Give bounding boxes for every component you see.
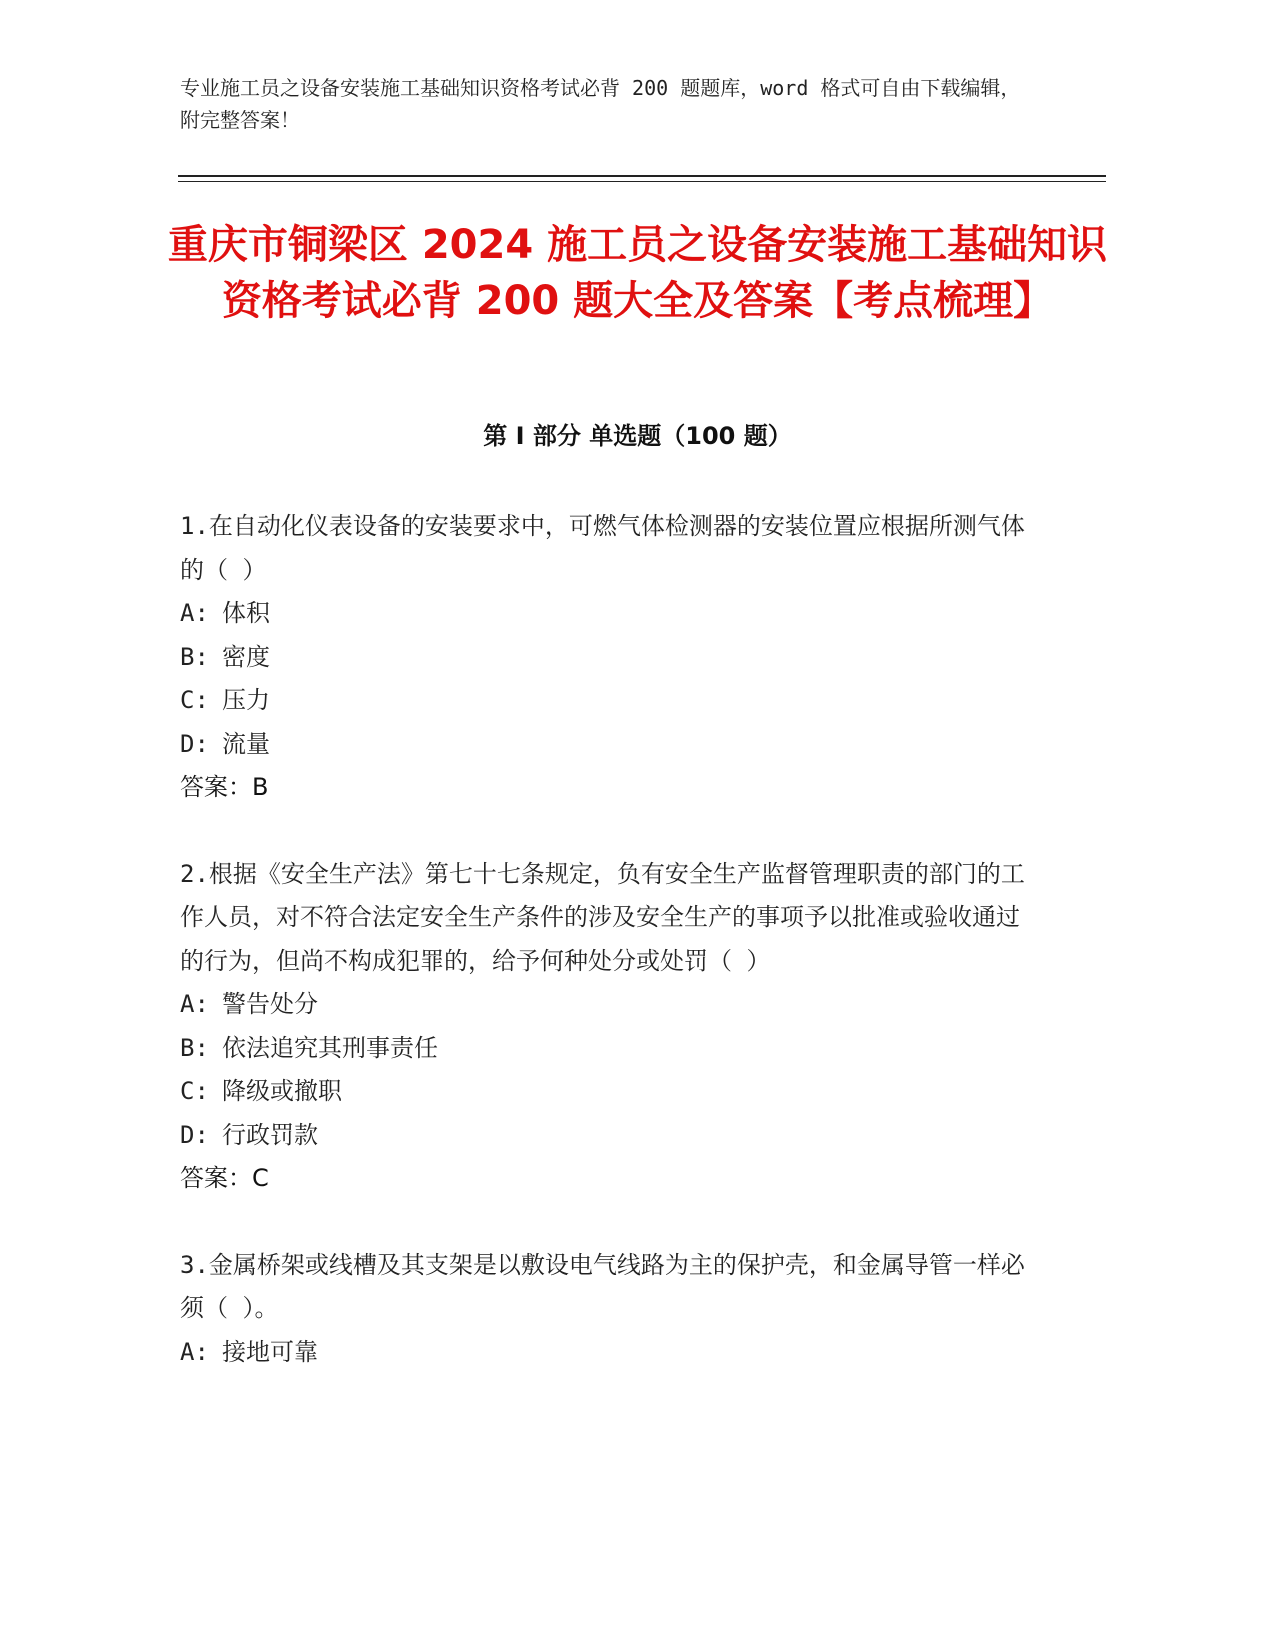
question-3 xyxy=(180,1244,1040,1375)
header-note: 专业施工员之设备安装施工基础知识资格考试必背 200 题题库，word 格式可自由下载编辑，附完整答案！ xyxy=(180,76,1021,132)
option-text: 流量 xyxy=(222,729,270,758)
option-a xyxy=(180,1331,1040,1375)
question-1 xyxy=(180,505,1040,810)
section-heading: 第 I 部分 单选题（100 题） xyxy=(483,422,792,450)
option-letter: A: xyxy=(180,599,209,627)
option-text: 体积 xyxy=(222,599,270,627)
option-text: 降级或撤职 xyxy=(222,1077,342,1105)
header-rule-thin xyxy=(178,181,1106,182)
option-text: 密度 xyxy=(222,642,270,671)
option-letter: B: xyxy=(180,1033,209,1062)
option-c xyxy=(180,679,1040,723)
option-text: 压力 xyxy=(222,686,270,714)
option-a xyxy=(180,983,1040,1027)
option-letter: C: xyxy=(180,1077,209,1105)
question-stem: 3.金属桥架或线槽及其支架是以敷设电气线路为主的保护壳，和金属导管一样必须（ ）。 xyxy=(180,1250,1025,1322)
question-2 xyxy=(180,853,1040,1201)
option-letter: A: xyxy=(180,1337,209,1366)
option-letter: D: xyxy=(180,1120,209,1149)
option-letter: A: xyxy=(180,990,209,1018)
option-letter: C: xyxy=(180,686,209,714)
question-stem: 2.根据《安全生产法》第七十七条规定，负有安全生产监督管理职责的部门的工作人员，对不符合法定安全生产条件的涉及安全生产的事项予以批准或验收通过的行为，但尚不构成犯罪的，给予何种处分或处罚（ ） xyxy=(180,859,1025,975)
option-letter: B: xyxy=(180,642,209,671)
document-title: 重庆市铜梁区 2024 施工员之设备安装施工基础知识资格考试必背 200 题大全及答案【考点梳理】 xyxy=(167,222,1108,324)
option-text: 接地可靠 xyxy=(222,1337,318,1366)
question-stem: 1.在自动化仪表设备的安装要求中，可燃气体检测器的安装位置应根据所测气体的（ ） xyxy=(180,512,1025,584)
option-text: 行政罚款 xyxy=(222,1120,318,1149)
option-a xyxy=(180,592,1040,636)
option-d xyxy=(180,723,1040,767)
option-d xyxy=(180,1114,1040,1158)
option-b xyxy=(180,1027,1040,1071)
answer-text: 答案：B xyxy=(180,773,269,801)
header-rule-thick xyxy=(178,175,1106,177)
option-letter: D: xyxy=(180,729,209,758)
question-list xyxy=(180,505,1040,1417)
answer-text: 答案：C xyxy=(180,1164,269,1192)
option-text: 警告处分 xyxy=(222,990,318,1018)
option-b xyxy=(180,636,1040,680)
option-text: 依法追究其刑事责任 xyxy=(222,1033,438,1062)
option-c xyxy=(180,1070,1040,1114)
